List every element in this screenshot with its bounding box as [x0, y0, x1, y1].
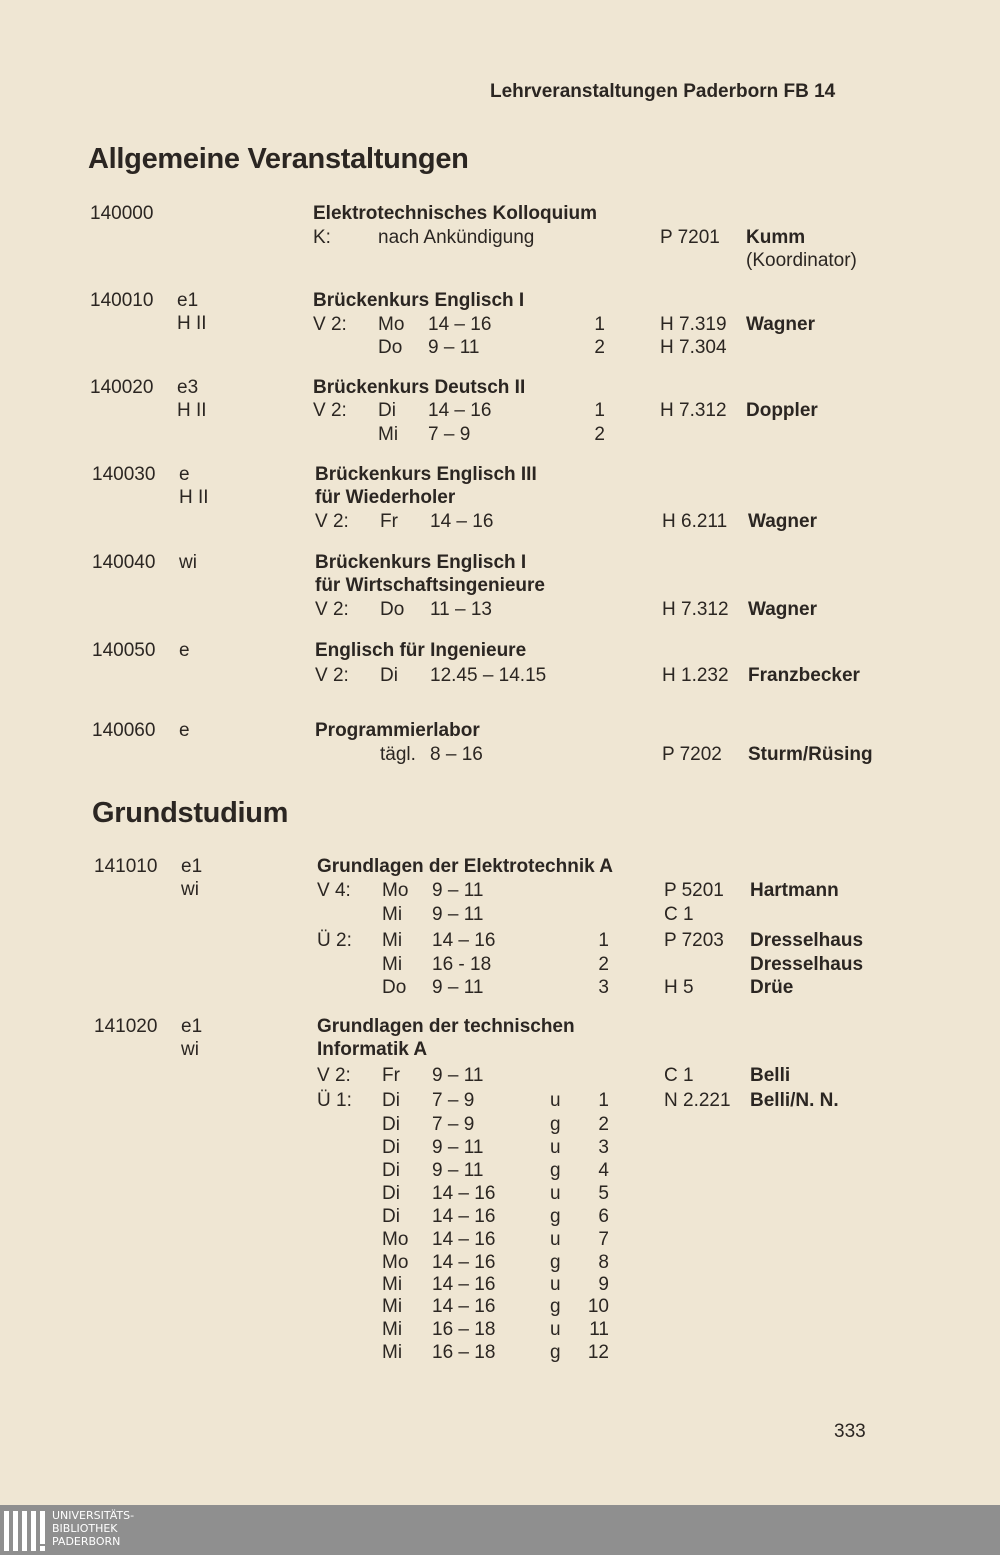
session-time: 14 – 16	[432, 1183, 496, 1204]
session-type: K:	[313, 227, 331, 248]
course-tag: e	[179, 640, 190, 661]
session-lecturer: Dresselhaus	[750, 930, 864, 951]
session-day: Mi	[382, 930, 403, 951]
session-time: 12.45 – 14.15	[430, 665, 547, 686]
session-group-number: 8	[598, 1252, 609, 1273]
session-day: Do	[382, 977, 407, 998]
session-day: Mo	[378, 314, 405, 335]
session-group-number: 1	[594, 314, 605, 335]
session-time: 9 – 11	[432, 904, 484, 925]
session-week-parity: u	[550, 1137, 561, 1158]
session-lecturer: Wagner	[748, 511, 817, 532]
session-time: 14 – 16	[428, 314, 492, 335]
session-day: tägl.	[380, 744, 416, 765]
session-lecturer: Franzbecker	[748, 665, 860, 686]
course-title: Brückenkurs Englisch III	[315, 464, 537, 485]
session-time: 16 – 18	[432, 1319, 496, 1340]
course-tag: e1	[181, 1016, 203, 1037]
session-room: P 5201	[664, 880, 724, 901]
course-number: 140030	[92, 464, 156, 485]
course-title: Elektrotechnisches Kolloquium	[313, 203, 597, 224]
session-room: C 1	[664, 1065, 694, 1086]
session-group-number: 2	[594, 337, 605, 358]
session-group-number: 1	[594, 400, 605, 421]
session-day: Di	[382, 1183, 400, 1204]
session-type: V 2:	[315, 511, 349, 532]
session-day: Di	[378, 400, 396, 421]
course-tag: H II	[177, 313, 207, 334]
library-logo-icon	[4, 1511, 46, 1551]
session-room: H 1.232	[662, 665, 729, 686]
session-day: Di	[380, 665, 398, 686]
session-room: P 7201	[660, 227, 720, 248]
course-tag: e	[179, 464, 190, 485]
session-time: 16 – 18	[432, 1342, 496, 1363]
session-day: Do	[380, 599, 405, 620]
session-day: Mi	[382, 904, 403, 925]
session-type: Ü 2:	[317, 930, 352, 951]
session-time: 14 – 16	[432, 1274, 496, 1295]
session-type: V 2:	[315, 599, 349, 620]
course-tag: e	[179, 720, 190, 741]
library-footer-bar	[0, 1505, 1000, 1555]
library-name-line: UNIVERSITÄTS-	[52, 1509, 135, 1522]
session-time: 14 – 16	[428, 400, 492, 421]
session-time: 9 – 11	[432, 1160, 484, 1181]
session-day: Mo	[382, 1229, 409, 1250]
course-number: 141020	[94, 1016, 158, 1037]
course-number: 140000	[90, 203, 154, 224]
course-tag: wi	[181, 879, 199, 900]
session-group-number: 4	[598, 1160, 609, 1181]
session-type: V 2:	[313, 400, 347, 421]
session-week-parity: u	[550, 1090, 561, 1111]
session-group-number: 10	[587, 1296, 609, 1317]
session-lecturer: Belli	[750, 1065, 791, 1086]
session-time: 14 – 16	[430, 511, 494, 532]
session-group-number: 3	[598, 1137, 609, 1158]
session-time: 7 – 9	[432, 1090, 475, 1111]
session-day: Mi	[382, 954, 403, 975]
course-number: 140050	[92, 640, 156, 661]
session-group-number: 2	[598, 954, 609, 975]
session-day: Di	[382, 1137, 400, 1158]
session-day: Mo	[382, 1252, 409, 1273]
session-time: 7 – 9	[428, 424, 471, 445]
course-title: Programmierlabor	[315, 720, 480, 741]
session-type: V 2:	[317, 1065, 351, 1086]
session-day: Mi	[378, 424, 399, 445]
session-room: H 7.312	[660, 400, 727, 421]
session-lecturer: Kumm	[746, 227, 806, 248]
course-title: Grundlagen der Elektrotechnik A	[317, 856, 613, 877]
session-group-number: 1	[598, 930, 609, 951]
session-week-parity: g	[550, 1160, 561, 1181]
course-title: Englisch für Ingenieure	[315, 640, 527, 661]
page-number: 333	[834, 1421, 866, 1442]
session-group-number: 5	[598, 1183, 609, 1204]
session-lecturer: Doppler	[746, 400, 818, 421]
course-title: Grundlagen der technischen	[317, 1016, 575, 1037]
course-number: 141010	[94, 856, 158, 877]
session-day: Do	[378, 337, 403, 358]
session-lecturer: Drüe	[750, 977, 794, 998]
session-group-number: 2	[598, 1114, 609, 1135]
course-tag: wi	[181, 1039, 199, 1060]
session-group-number: 12	[587, 1342, 609, 1363]
course-number: 140040	[92, 552, 156, 573]
session-time: 14 – 16	[432, 1252, 496, 1273]
session-time: 16 - 18	[432, 954, 492, 975]
session-week-parity: g	[550, 1114, 561, 1135]
session-room: C 1	[664, 904, 694, 925]
course-title: Informatik A	[317, 1039, 428, 1060]
session-lecturer: Wagner	[748, 599, 817, 620]
course-title: für Wirtschaftsingenieure	[315, 575, 545, 596]
session-time: 14 – 16	[432, 930, 496, 951]
session-group-number: 2	[594, 424, 605, 445]
session-week-parity: u	[550, 1274, 561, 1295]
library-name-line: BIBLIOTHEK	[52, 1522, 118, 1535]
session-week-parity: g	[550, 1252, 561, 1273]
course-number: 140020	[90, 377, 154, 398]
section-title-basic-studies: Grundstudium	[92, 797, 289, 829]
session-room: P 7202	[662, 744, 722, 765]
session-day: Fr	[382, 1065, 400, 1086]
session-group-number: 1	[598, 1090, 609, 1111]
session-group-number: 9	[598, 1274, 609, 1295]
running-title: Lehrveranstaltungen Paderborn FB 14	[490, 81, 836, 102]
session-week-parity: g	[550, 1342, 561, 1363]
course-number: 140060	[92, 720, 156, 741]
session-lecturer: Hartmann	[750, 880, 839, 901]
session-week-parity: u	[550, 1229, 561, 1250]
session-time: 9 – 11	[428, 337, 480, 358]
session-time: 14 – 16	[432, 1206, 496, 1227]
session-time: 8 – 16	[430, 744, 483, 765]
session-time: 9 – 11	[432, 880, 484, 901]
course-tag: e1	[181, 856, 203, 877]
session-day: Mi	[382, 1296, 403, 1317]
session-time: 7 – 9	[432, 1114, 475, 1135]
session-time: 14 – 16	[432, 1229, 496, 1250]
session-day: nach Ankündigung	[378, 227, 535, 248]
course-tag: H II	[177, 400, 207, 421]
library-name-line: PADERBORN	[52, 1535, 121, 1548]
course-tag: wi	[179, 552, 197, 573]
session-day: Mi	[382, 1274, 403, 1295]
section-title-general: Allgemeine Veranstaltungen	[88, 143, 469, 175]
course-tag: H II	[179, 487, 209, 508]
session-group-number: 6	[598, 1206, 609, 1227]
session-room: H 5	[664, 977, 694, 998]
session-week-parity: g	[550, 1296, 561, 1317]
session-type: V 2:	[313, 314, 347, 335]
course-tag: e3	[177, 377, 199, 398]
session-day: Mo	[382, 880, 409, 901]
session-lecturer: Sturm/Rüsing	[748, 744, 873, 765]
session-week-parity: u	[550, 1319, 561, 1340]
session-room: H 7.319	[660, 314, 727, 335]
session-room: P 7203	[664, 930, 724, 951]
session-type: V 2:	[315, 665, 349, 686]
session-day: Di	[382, 1160, 400, 1181]
library-name	[52, 1509, 134, 1548]
session-time: 14 – 16	[432, 1296, 496, 1317]
session-type: V 4:	[317, 880, 351, 901]
session-type: Ü 1:	[317, 1090, 352, 1111]
session-group-number: 3	[598, 977, 609, 998]
session-group-number: 11	[589, 1319, 609, 1340]
session-room: H 7.304	[660, 337, 727, 358]
session-time: 11 – 13	[430, 599, 492, 620]
course-tag: e1	[177, 290, 199, 311]
session-group-number: 7	[598, 1229, 609, 1250]
course-number: 140010	[90, 290, 154, 311]
course-title: Brückenkurs Englisch I	[313, 290, 525, 311]
session-time: 9 – 11	[432, 1137, 484, 1158]
course-title: Brückenkurs Deutsch II	[313, 377, 526, 398]
session-room: N 2.221	[664, 1090, 731, 1111]
session-time: 9 – 11	[432, 977, 484, 998]
session-day: Di	[382, 1090, 400, 1111]
session-day: Di	[382, 1206, 400, 1227]
course-title: für Wiederholer	[315, 487, 456, 508]
session-week-parity: u	[550, 1183, 561, 1204]
session-day: Fr	[380, 511, 398, 532]
course-title: Brückenkurs Englisch I	[315, 552, 527, 573]
session-day: Mi	[382, 1342, 403, 1363]
session-time: 9 – 11	[432, 1065, 484, 1086]
session-day: Mi	[382, 1319, 403, 1340]
session-lecturer: (Koordinator)	[746, 250, 857, 271]
session-room: H 6.211	[662, 511, 728, 532]
session-lecturer: Dresselhaus	[750, 954, 864, 975]
session-lecturer: Wagner	[746, 314, 815, 335]
session-room: H 7.312	[662, 599, 729, 620]
session-week-parity: g	[550, 1206, 561, 1227]
session-day: Di	[382, 1114, 400, 1135]
session-lecturer: Belli/N. N.	[750, 1090, 839, 1111]
